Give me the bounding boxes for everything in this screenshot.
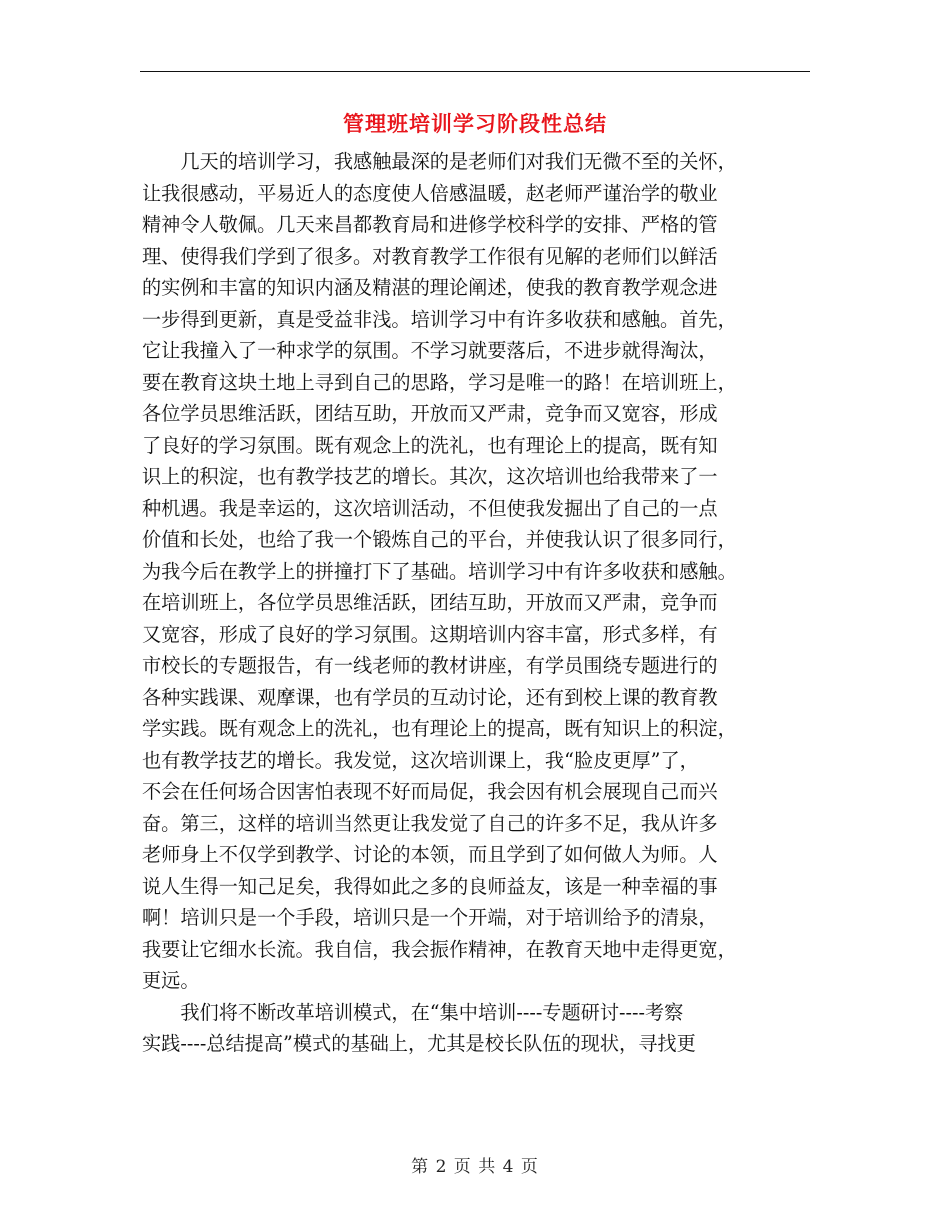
text-line: 在培训班上，各位学员思维活跃，团结互助，开放而又严肃，竞争而: [142, 591, 718, 614]
text-line: 种机遇。我是幸运的，这次培训活动，不但使我发掘出了自己的一点: [142, 496, 718, 520]
text-line: 市校长的专题报告，有一线老师的教材讲座，有学员围绕专题进行的: [142, 654, 718, 677]
text-line: 各位学员思维活跃，团结互助，开放而又严肃，竞争而又宽容，形成: [142, 402, 718, 425]
text-line: 一步得到更新，真是受益非浅。培训学习中有许多收获和感触。首先，: [142, 307, 737, 331]
text-line: 识上的积淀，也有教学技艺的增长。其次，这次培训也给我带来了一: [142, 465, 718, 488]
text-line: 了良好的学习氛围。既有观念上的洗礼，也有理论上的提高，既有知: [142, 433, 718, 457]
text-line: 几天的培训学习，我感触最深的是老师们对我们无微不至的关怀，: [142, 150, 737, 173]
text-line: 更远。: [142, 969, 200, 992]
text-line: 我要让它细水长流。我自信，我会振作精神，在教育天地中走得更宽，: [142, 937, 737, 961]
text-line: 啊！培训只是一个手段，培训只是一个开端，对于培训给予的清泉，: [142, 906, 718, 929]
body-text: [142, 146, 810, 1060]
header-rule: [140, 71, 810, 72]
text-line: 老师身上不仅学到教学、讨论的本领，而且学到了如何做人为师。人: [142, 843, 718, 866]
text-line: 让我很感动，平易近人的态度使人倍感温暖，赵老师严谨治学的敬业: [142, 181, 718, 205]
text-line: 学实践。既有观念上的洗礼，也有理论上的提高，既有知识上的积淀，: [142, 717, 737, 740]
text-line: 精神令人敬佩。几天来昌都教育局和进修学校科学的安排、严格的管: [142, 213, 718, 236]
text-line: 也有教学技艺的增长。我发觉，这次培训课上，我“脸皮更厚”了，: [142, 748, 699, 772]
text-line: 奋。第三，这样的培训当然更让我发觉了自己的许多不足，我从许多: [142, 811, 718, 835]
text-line: 不会在任何场合因害怕表现不好而局促，我会因有机会展现自己而兴: [142, 780, 718, 803]
text-line: 为我今后在教学上的拼撞打下了基础。培训学习中有许多收获和感触。: [142, 559, 737, 583]
page-footer: 第 2 页 共 4 页: [411, 1157, 539, 1177]
text-line: 各种实践课、观摩课，也有学员的互动讨论，还有到校上课的教育教: [142, 685, 718, 709]
text-line: 它让我撞入了一种求学的氛围。不学习就要落后，不进步就得淘汰，: [142, 339, 718, 362]
text-line: 价值和长处，也给了我一个锻炼自己的平台，并使我认识了很多同行，: [142, 528, 737, 551]
text-line: 的实例和丰富的知识内涵及精湛的理论阐述，使我的教育教学观念进: [142, 276, 718, 299]
text-line: 理、使得我们学到了很多。对教育教学工作很有见解的老师们以鲜活: [142, 244, 718, 268]
text-line: 又宽容，形成了良好的学习氛围。这期培训内容丰富，形式多样，有: [142, 622, 718, 646]
document-title: 管理班培训学习阶段性总结: [343, 111, 607, 136]
text-line: 我们将不断改革培训模式，在“集中培训----专题研讨----考察: [142, 1000, 684, 1024]
text-line: 要在教育这块土地上寻到自己的思路，学习是唯一的路！在培训班上，: [142, 370, 737, 394]
text-line: 实践----总结提高”模式的基础上，尤其是校长队伍的现状，寻找更: [142, 1032, 696, 1055]
text-line: 说人生得一知己足矣，我得如此之多的良师益友，该是一种幸福的事: [142, 874, 718, 898]
